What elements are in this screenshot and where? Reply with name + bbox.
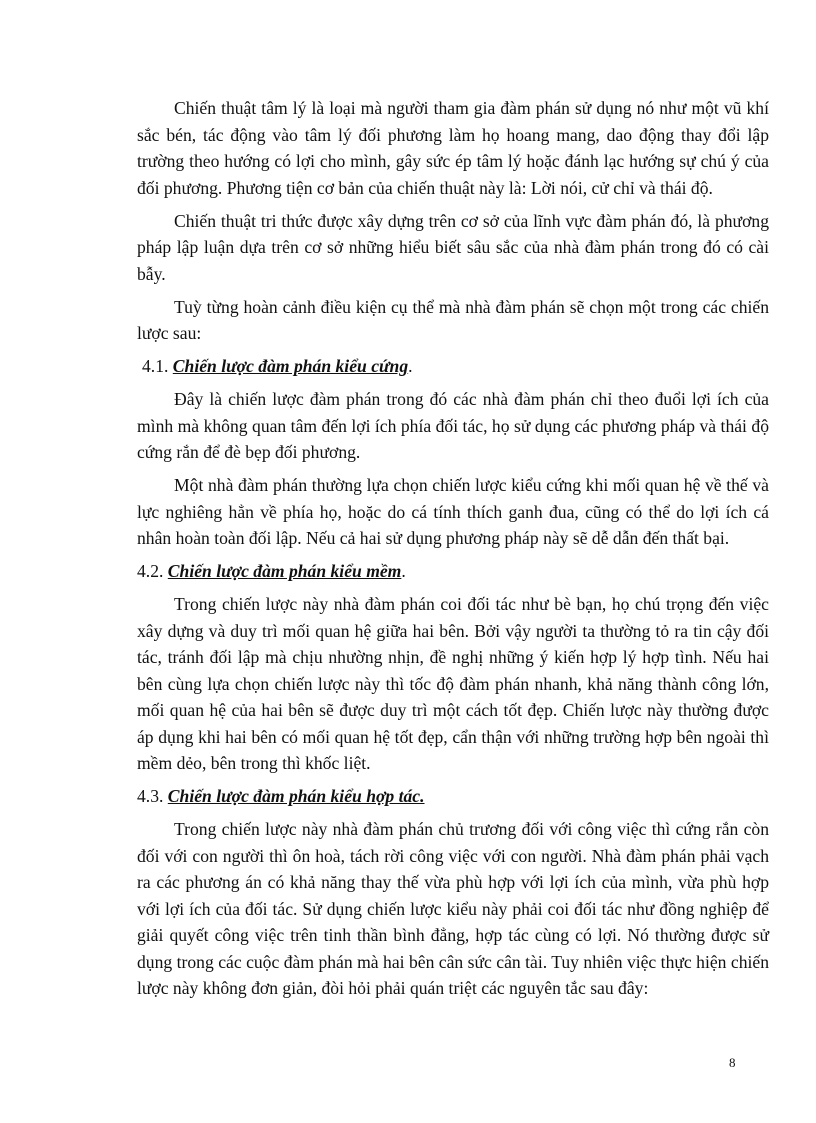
page-number: 8 (729, 1055, 736, 1070)
section-number: 4.2. (137, 561, 164, 581)
section-title-suffix: . (401, 561, 406, 581)
section-number: 4.3. (137, 786, 164, 806)
paragraph: Một nhà đàm phán thường lựa chọn chiến lược kiểu cứng khi mối quan hệ về thế và lực nghiêng hẳn về phía họ, hoặc do cá tính thích ganh đua, cũng có thể do lợi ích cá nhân hoàn toàn đối lập. Nếu cả hai sử dụng phương pháp này sẽ dễ dẫn đến thất bại. (137, 475, 769, 548)
section-heading-4-2 (137, 558, 769, 585)
section-heading-4-1 (142, 353, 769, 380)
section-title: Chiến lược đàm phán kiểu mềm (167, 561, 402, 581)
paragraph-knowledge-tactic: Chiến thuật tri thức được xây dựng trên cơ sở của lĩnh vực đàm phán đó, là phương pháp lập luận dựa trên cơ sở những hiểu biết sâu sắc của nhà đàm phán trong đó có cài bẫy. (137, 210, 769, 284)
paragraph: Trong chiến lược này nhà đàm phán coi đối tác như bè bạn, họ chú trọng đến việc xây dựng và duy trì mối quan hệ giữa hai bên. Bởi vậy người ta thường tỏ ra tin cậy đối tác, tránh đối lập mà chịu nhường nhịn, đề nghị những ý kiến hợp lý hợp tình. Nếu hai bên cùng lựa chọn chiến lược này thì tốc độ đàm phán nhanh, khả năng thành công lớn, mối quan hệ của hai bên sẽ được duy trì một cách tốt đẹp. Chiến lược này thường được áp dụng khi hai bên có mối quan hệ tốt đẹp, cẩn thận với những trường hợp bên ngoài thì mềm dẻo, bên trong thì khốc liệt. (137, 594, 769, 773)
section-title-suffix: . (408, 356, 413, 376)
paragraph-strategy-intro: Tuỳ từng hoàn cảnh điều kiện cụ thể mà nhà đàm phán sẽ chọn một trong các chiến lược sau: (137, 296, 769, 343)
section-number: 4.1. (142, 356, 169, 376)
paragraph: Trong chiến lược này nhà đàm phán chủ trương đối với công việc thì cứng rắn còn đối với con người thì ôn hoà, tách rời công việc với con người. Nhà đàm phán phải vạch ra các phương án có khả năng thay thế vừa phù hợp với lợi ích của mình, vừa phù hợp với lợi ích của đối tác. Sử dụng chiến lược kiểu này phải coi đối tác như đồng nghiệp để giải quyết công việc trên tinh thần bình đẳng, hợp tác cùng có lợi. Nó thường được sử dụng trong các cuộc đàm phán mà hai bên cân sức cân tài. Tuy nhiên việc thực hiện chiến lược này không đơn giản, đòi hỏi phải quán triệt các nguyên tắc sau đây: (137, 819, 769, 998)
section-heading-4-3 (137, 783, 769, 810)
paragraph-psychological-tactic: Chiến thuật tâm lý là loại mà người tham gia đàm phán sử dụng nó như một vũ khí sắc bén, tác động vào tâm lý đối phương làm họ hoang mang, dao động thay đổi lập trường theo hướng có lợi cho mình, gây sức ép tâm lý hoặc đánh lạc hướng sự chú ý của đối phương. Phương tiện cơ bản của chiến thuật này là: Lời nói, cử chỉ và thái độ. (137, 98, 769, 198)
page-body (137, 95, 769, 1008)
section-title: Chiến lược đàm phán kiểu hợp tác. (167, 786, 425, 806)
section-title: Chiến lược đàm phán kiểu cứng (172, 356, 409, 376)
paragraph: Đây là chiến lược đàm phán trong đó các nhà đàm phán chỉ theo đuổi lợi ích của mình mà không quan tâm đến lợi ích phía đối tác, họ sử dụng các phương pháp và thái độ cứng rắn để đè bẹp đối phương. (137, 389, 769, 462)
